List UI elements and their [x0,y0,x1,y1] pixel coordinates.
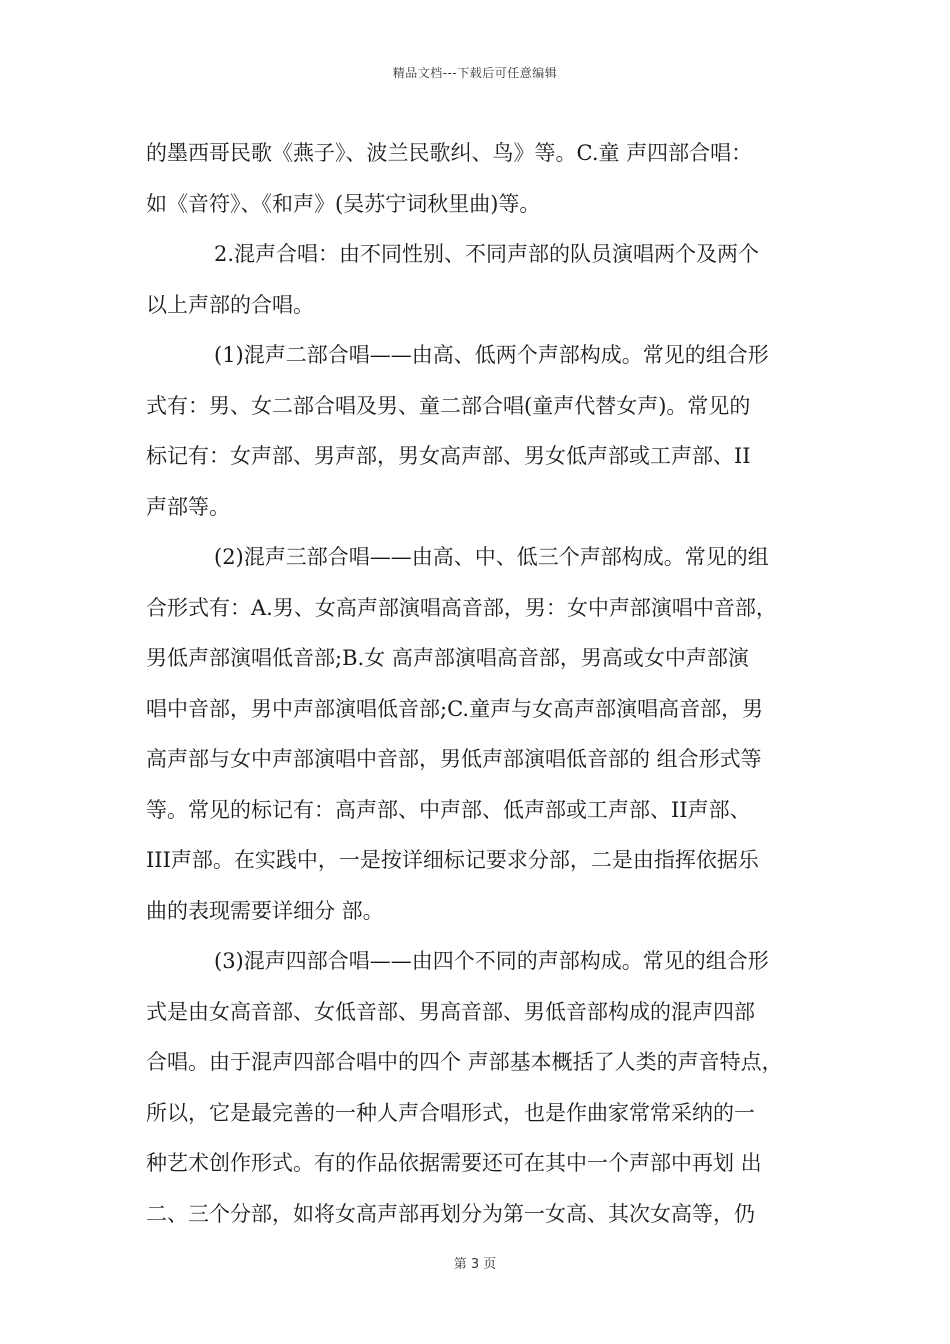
text-line: 标记有：女声部、男声部，男女高声部、男女低声部或工声部、II [146,444,751,468]
text-line: 曲的表现需要详细分 部。 [146,898,384,923]
page-header: 精品文档---下载后可任意编辑 [392,66,558,80]
text-line: 的墨西哥民歌《燕子》、波兰民歌纠、鸟》等。C.童 声四部合唱： [146,141,753,165]
text-line: 所以，它是最完善的一种人声合唱形式，也是作曲家常常采纳的一 [146,1100,755,1125]
text-line: 男低声部演唱低音部;B.女 高声部演唱高音部，男高或女中声部演 [146,646,749,670]
text-line: 二、三个分部，如将女高声部再划分为第一女高、其次女高等，仍 [146,1201,755,1226]
text-line: 声部等。 [146,494,230,519]
text-line: 如《音符》、《和声》(吴苏宁词秋里曲)等。 [146,191,541,216]
paragraph-start-line: (1)混声二部合唱——由高、低两个声部构成。常见的组合形 [214,343,769,367]
text-line: 种艺术创作形式。有的作品依据需要还可在其中一个声部中再划 出 [146,1151,762,1175]
text-line: 以上声部的合唱。 [146,292,314,317]
paragraph-start-line: (2)混声三部合唱——由高、中、低三个声部构成。常见的组 [214,545,769,569]
text-line: 式有：男、女二部合唱及男、童二部合唱(童声代替女声)。常见的 [146,393,751,418]
text-line: 等。常见的标记有：高声部、中声部、低声部或工声部、II声部、 [146,797,751,822]
paragraph-start-line: (3)混声四部合唱——由四个不同的声部构成。常见的组合形 [214,949,769,973]
text-line: 高声部与女中声部演唱中音部，男低声部演唱低音部的 组合形式等 [146,747,762,771]
text-line: 合形式有：A.男、女高声部演唱高音部，男：女中声部演唱中音部， [146,595,777,620]
text-line: III声部。在实践中，一是按详细标记要求分部，二是由指挥依据乐 [146,848,759,872]
text-line: 唱中音部，男中声部演唱低音部;C.童声与女高声部演唱高音部，男 [146,696,764,721]
page-number: 第 3 页 [453,1257,497,1272]
text-line: 合唱。由于混声四部合唱中的四个 声部基本概括了人类的声音特点， [146,1050,783,1074]
text-line: 式是由女高音部、女低音部、男高音部、男低音部构成的混声四部 [146,999,755,1024]
document-body [146,128,806,1239]
paragraph-start-line: 2.混声合唱：由不同性别、不同声部的队员演唱两个及两个 [214,242,760,266]
